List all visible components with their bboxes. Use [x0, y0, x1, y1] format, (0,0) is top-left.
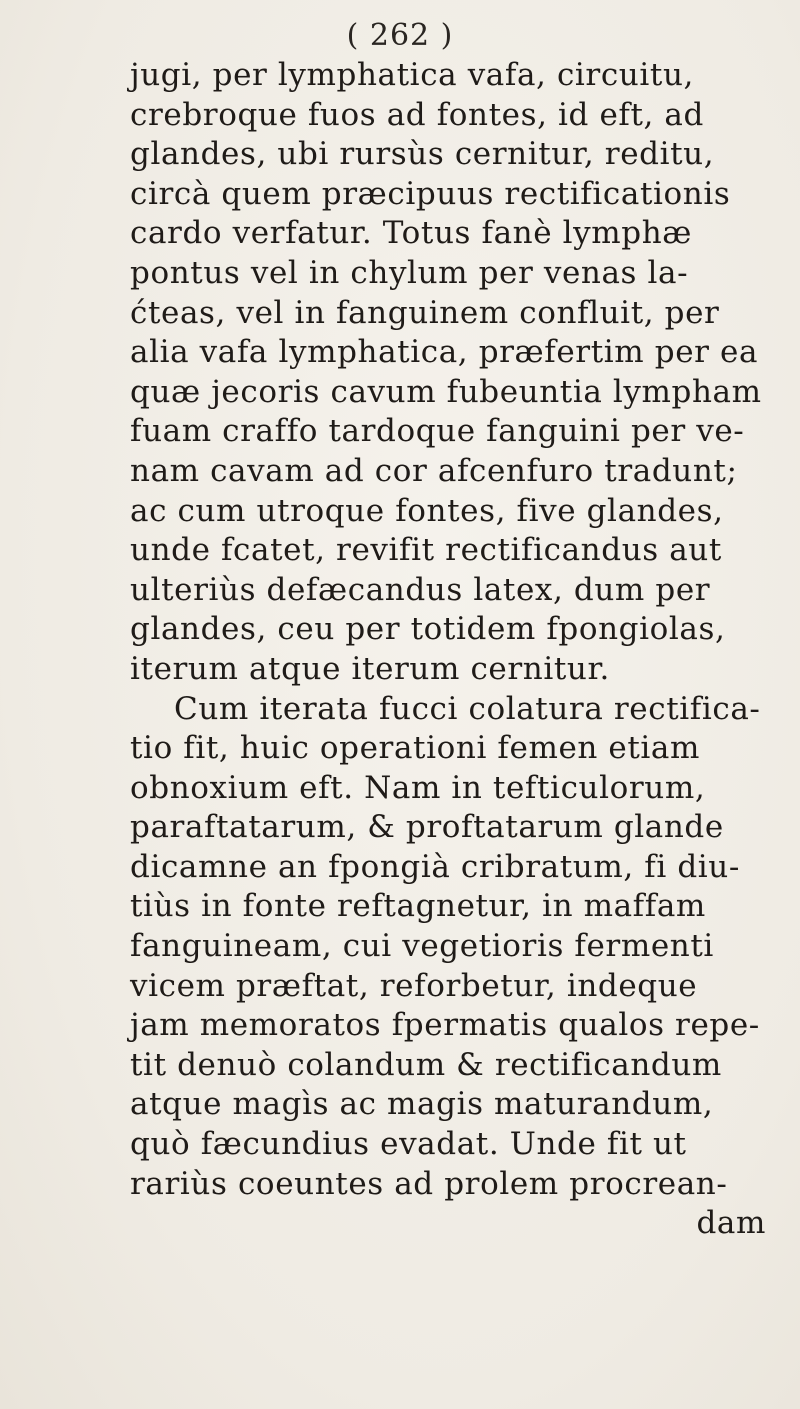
text-line: atque magìs ac magis maturandum,: [130, 1086, 714, 1123]
text-line: paraftatarum, & proftatarum glande: [130, 809, 724, 846]
text-line: vicem præftat, reforbetur, indeque: [130, 967, 698, 1004]
page-number: ( 262 ): [346, 18, 454, 53]
text-line: quæ jecoris cavum fubeuntia lympham: [130, 373, 762, 410]
catchword: dam: [696, 1205, 766, 1242]
text-line: tio fit, huic operationi femen etiam: [130, 730, 701, 767]
text-line: cardo verfatur. Totus fanè lymphæ: [130, 215, 693, 252]
text-line: obnoxium eft. Nam in tefticulorum,: [130, 769, 706, 806]
body-text: [130, 56, 770, 1244]
text-line: glandes, ceu per totidem fpongiolas,: [130, 611, 726, 648]
text-line: ac cum utroque fontes, five glandes,: [130, 492, 724, 529]
text-line: circà quem præcipuus rectificationis: [130, 175, 731, 212]
text-line: fanguineam, cui vegetioris fermenti: [130, 928, 714, 965]
text-line: quò fæcundius evadat. Unde fit ut: [130, 1126, 687, 1163]
text-line: fuam craffo tardoque fanguini per ve-: [130, 413, 745, 450]
text-line: rariùs coeuntes ad prolem procrean-: [130, 1165, 728, 1202]
text-line: jugi, per lymphatica vafa, circuitu,: [130, 57, 694, 93]
text-line: ulteriùs defæcandus latex, dum per: [130, 571, 711, 608]
text-line: crebroque fuos ad fontes, id eft, ad: [130, 96, 704, 133]
text-line: ćteas, vel in fanguinem confluit, per: [130, 294, 720, 331]
text-line: dicamne an fpongià cribratum, fi diu-: [130, 848, 740, 885]
text-line: unde fcatet, revifit rectificandus aut: [130, 532, 722, 569]
text-line: tit denuò colandum & rectificandum: [130, 1046, 722, 1083]
text-line: jam memoratos fpermatis qualos repe-: [130, 1007, 760, 1044]
text-line: pontus vel in chylum per venas la-: [130, 254, 689, 291]
text-line: iterum atque iterum cernitur.: [130, 650, 610, 687]
text-line: nam cavam ad cor afcenfuro tradunt;: [130, 452, 738, 489]
text-line: alia vafa lymphatica, præfertim per ea: [130, 334, 759, 371]
paragraph-start-line: Cum iterata fucci colatura rectifica-: [174, 690, 761, 727]
text-line: tiùs in fonte reftagnetur, in maffam: [130, 888, 706, 925]
text-line: glandes, ubi rursùs cernitur, reditu,: [130, 136, 715, 173]
